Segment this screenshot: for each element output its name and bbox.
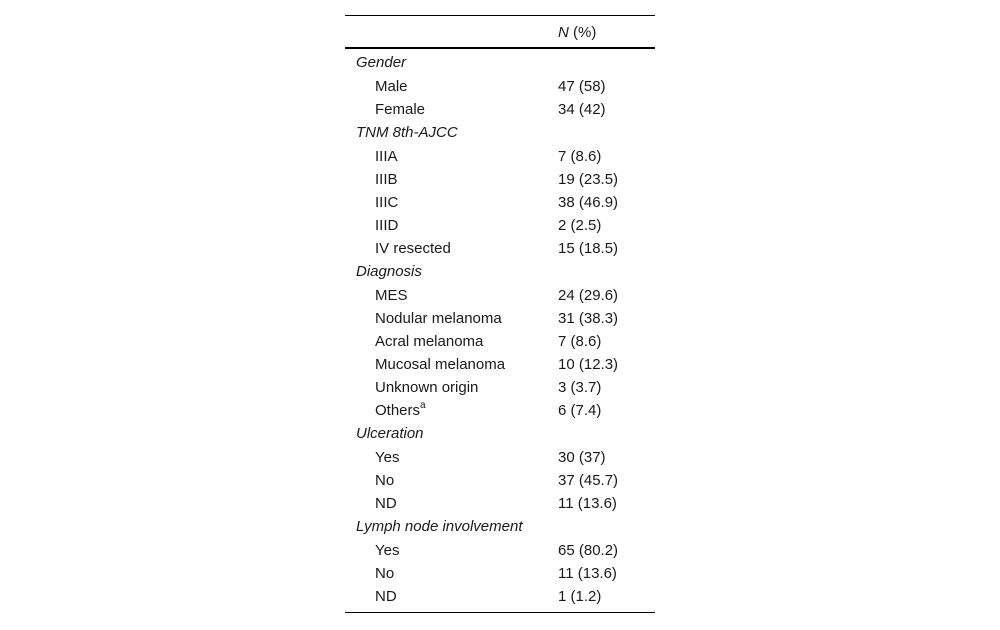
table-row [345, 191, 655, 214]
row-label [375, 307, 502, 330]
row-value: 7 (8.6) [558, 333, 602, 350]
table-header-row [345, 16, 655, 47]
row-label-text: IIIC [375, 194, 399, 211]
row-label-text: IV resected [375, 240, 451, 257]
table-bottom-rule [345, 612, 655, 613]
row-label [375, 330, 483, 353]
row-label-text: IIIA [375, 148, 398, 165]
row-label [375, 376, 478, 399]
row-label-text: MES [375, 287, 408, 304]
row-value: 31 (38.3) [558, 310, 619, 327]
row-label-text: Unknown origin [375, 379, 479, 396]
row-label [375, 539, 399, 562]
table-row [345, 168, 655, 191]
table-row [345, 469, 655, 492]
table-row [345, 214, 655, 237]
table-row [345, 75, 655, 98]
row-value: 24 (29.6) [558, 287, 619, 304]
row-value: 34 (42) [558, 101, 606, 118]
row-value: 6 (7.4) [558, 402, 602, 419]
section-title: Ulceration [356, 425, 424, 442]
row-label [375, 446, 399, 469]
table-row [345, 539, 655, 562]
row-label [375, 168, 398, 191]
row-label-text: ND [375, 495, 397, 512]
table-row [345, 145, 655, 168]
row-label [375, 75, 408, 98]
table-row [345, 446, 655, 469]
row-value: 65 (80.2) [558, 542, 619, 559]
column-header-n-percent [558, 24, 596, 41]
section-title: Lymph node involvement [356, 518, 523, 535]
row-label [375, 469, 394, 492]
characteristics-table [345, 15, 655, 613]
row-label-text: Acral melanoma [375, 333, 484, 350]
section-title: Diagnosis [356, 263, 422, 280]
column-header-n: N [558, 24, 569, 41]
row-label-text: Others [375, 402, 421, 419]
row-label-text: Nodular melanoma [375, 310, 502, 327]
row-label [375, 492, 397, 515]
row-label-text: No [375, 565, 395, 582]
row-value: 1 (1.2) [558, 588, 602, 605]
row-value: 30 (37) [558, 449, 606, 466]
row-label [375, 284, 408, 307]
row-value: 47 (58) [558, 78, 606, 95]
table-row [345, 237, 655, 260]
row-label [375, 585, 397, 608]
row-value: 37 (45.7) [558, 472, 619, 489]
row-label [375, 98, 425, 121]
row-label [375, 145, 398, 168]
table-body [345, 49, 655, 612]
row-label-text: Mucosal melanoma [375, 356, 506, 373]
table-row [345, 492, 655, 515]
row-value: 7 (8.6) [558, 148, 602, 165]
footnote-marker: a [420, 400, 426, 411]
row-label [375, 353, 505, 376]
row-label-text: Yes [375, 449, 400, 466]
row-value: 15 (18.5) [558, 240, 619, 257]
section-title: Gender [356, 54, 407, 71]
row-value: 10 (12.3) [558, 356, 619, 373]
row-value: 2 (2.5) [558, 217, 602, 234]
row-value: 19 (23.5) [558, 171, 619, 188]
row-label-text: IIID [375, 217, 399, 234]
table-row [345, 585, 655, 608]
row-value: 11 (13.6) [558, 495, 617, 512]
row-label-text: Male [375, 78, 408, 95]
table-row [345, 399, 655, 422]
section-title: TNM 8th-AJCC [356, 124, 458, 141]
row-label-text: ND [375, 588, 397, 605]
row-label [375, 399, 426, 422]
row-label-text: Yes [375, 542, 400, 559]
table-row [345, 98, 655, 121]
table-row [345, 307, 655, 330]
table-row [345, 562, 655, 585]
row-label [375, 237, 451, 260]
row-label [375, 214, 398, 237]
row-value: 38 (46.9) [558, 194, 619, 211]
table-row [345, 376, 655, 399]
row-label [375, 562, 394, 585]
table-row [345, 353, 655, 376]
column-header-percent: (%) [568, 24, 597, 41]
row-value: 3 (3.7) [558, 379, 602, 396]
row-label-text: Female [375, 101, 426, 118]
row-label [375, 191, 398, 214]
table-row [345, 330, 655, 353]
row-label-text: No [375, 472, 395, 489]
table-row [345, 284, 655, 307]
row-value: 11 (13.6) [558, 565, 617, 582]
row-label-text: IIIB [375, 171, 398, 188]
